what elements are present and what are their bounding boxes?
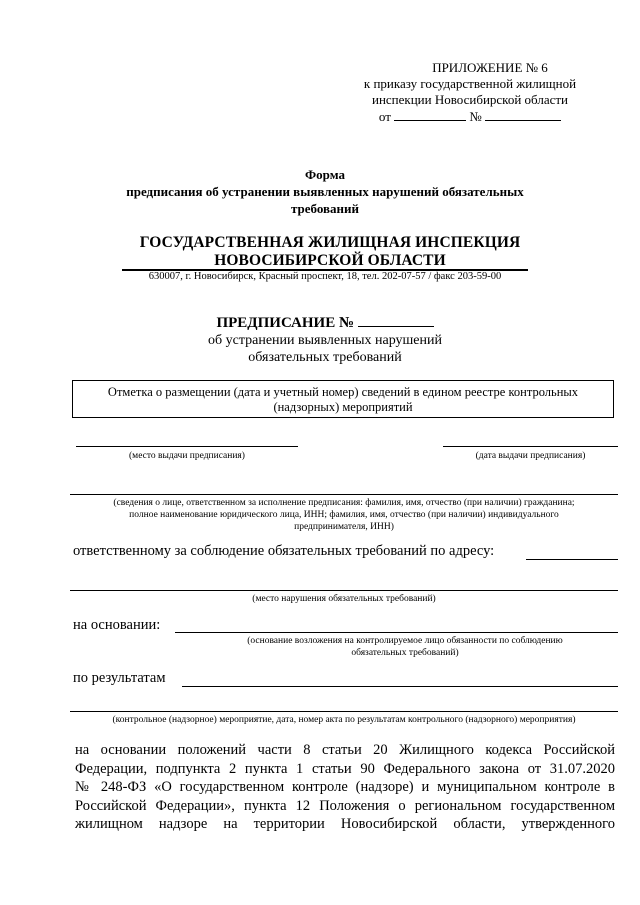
body-line-2: Федерации, подпункта 2 пункта 1 статьи 90 Федерального закона от 31.07.2020 xyxy=(75,760,615,777)
form-title xyxy=(60,166,590,217)
body-line-3: № 248-ФЗ «О государственном контроле (надзоре) и муниципальном контроле в xyxy=(75,779,615,795)
event-caption: (контрольное (надзорное) мероприятие, дата, номер акта по результатам контрольного (надзорного) мероприятия) xyxy=(112,715,576,725)
date-caption: (дата выдачи предписания) xyxy=(475,451,586,461)
person-caption-line-1: (сведения о лице, ответственном за исполнение предписания: фамилия, имя, отчество (при наличии) гражданина; xyxy=(113,498,575,508)
registry-box xyxy=(72,380,614,418)
person-field[interactable] xyxy=(70,494,618,495)
place-caption: (место выдачи предписания) xyxy=(129,451,245,461)
basis-caption xyxy=(205,635,605,659)
prescription-number-line xyxy=(160,314,490,332)
body-paragraph xyxy=(75,741,615,834)
form-title-line-3: требований xyxy=(290,201,360,216)
form-title-line-1: Форма xyxy=(305,167,345,182)
basis-caption-line-2: обязательных требований) xyxy=(351,648,459,658)
basis-field[interactable] xyxy=(175,632,618,633)
prescription-title xyxy=(160,314,490,366)
organization-address: 630007, г. Новосибирск, Красный проспект, 18, тел. 202-07-57 / факс 203-59-00 xyxy=(148,271,502,282)
results-label: по результатам xyxy=(73,670,166,686)
responsible-label: ответственному за соблюдение обязательных требований по адресу: xyxy=(73,543,495,559)
person-caption-line-3: предпринимателя, ИНН) xyxy=(294,522,394,532)
prescription-number-blank[interactable] xyxy=(358,314,434,327)
results-field-line-2[interactable] xyxy=(70,711,618,712)
person-caption xyxy=(70,497,618,533)
basis-caption-line-1: (основание возложения на контролируемое лицо обязанности по соблюдению xyxy=(247,636,563,646)
annex-line-2: инспекции Новосибирской области xyxy=(372,92,568,107)
address-field-line-2[interactable] xyxy=(70,590,618,591)
annex-number-blank[interactable] xyxy=(485,108,561,121)
prescription-line-2: об устранении выявленных нарушений xyxy=(208,333,442,348)
body-line-1: на основании положений части 8 статьи 20 Жилищного кодекса Российской xyxy=(75,742,615,758)
prescription-title-text: ПРЕДПИСАНИЕ № xyxy=(216,315,355,331)
annex-no-label: № xyxy=(469,109,482,124)
basis-label: на основании: xyxy=(73,617,161,633)
organization-name xyxy=(80,234,580,270)
registry-box-line-1: Отметка о размещении (дата и учетный номер) сведений в едином реестре контрольных xyxy=(107,385,579,399)
annex-line-1: к приказу государственной жилищной xyxy=(363,76,577,91)
annex-title: ПРИЛОЖЕНИЕ № 6 xyxy=(432,60,548,75)
organization-line-2: НОВОСИБИРСКОЙ ОБЛАСТИ xyxy=(214,252,446,269)
body-line-5: жилищном надзоре на территории Новосибирской области, утвержденного xyxy=(75,816,615,832)
person-caption-line-2: полное наименование юридического лица, ИНН; фамилия, имя, отчество (при наличии) индивидуального xyxy=(129,510,559,520)
annex-block xyxy=(330,60,610,125)
place-field[interactable] xyxy=(76,446,298,447)
violation-place-caption: (место нарушения обязательных требований) xyxy=(252,594,436,604)
registry-box-line-2: (надзорных) мероприятий xyxy=(273,400,413,414)
annex-date-number-line xyxy=(330,108,610,125)
form-title-line-2: предписания об устранении выявленных нарушений обязательных xyxy=(126,184,524,199)
date-field[interactable] xyxy=(443,446,618,447)
address-field[interactable] xyxy=(526,559,618,560)
prescription-line-3: обязательных требований xyxy=(248,350,402,365)
annex-from-label: от xyxy=(378,109,391,124)
body-line-4: Российской Федерации», пункта 12 Положения о региональном государственном xyxy=(75,797,615,814)
organization-line-1: ГОСУДАРСТВЕННАЯ ЖИЛИЩНАЯ ИНСПЕКЦИЯ xyxy=(139,234,521,251)
annex-date-blank[interactable] xyxy=(394,108,466,121)
results-field[interactable] xyxy=(182,686,618,687)
